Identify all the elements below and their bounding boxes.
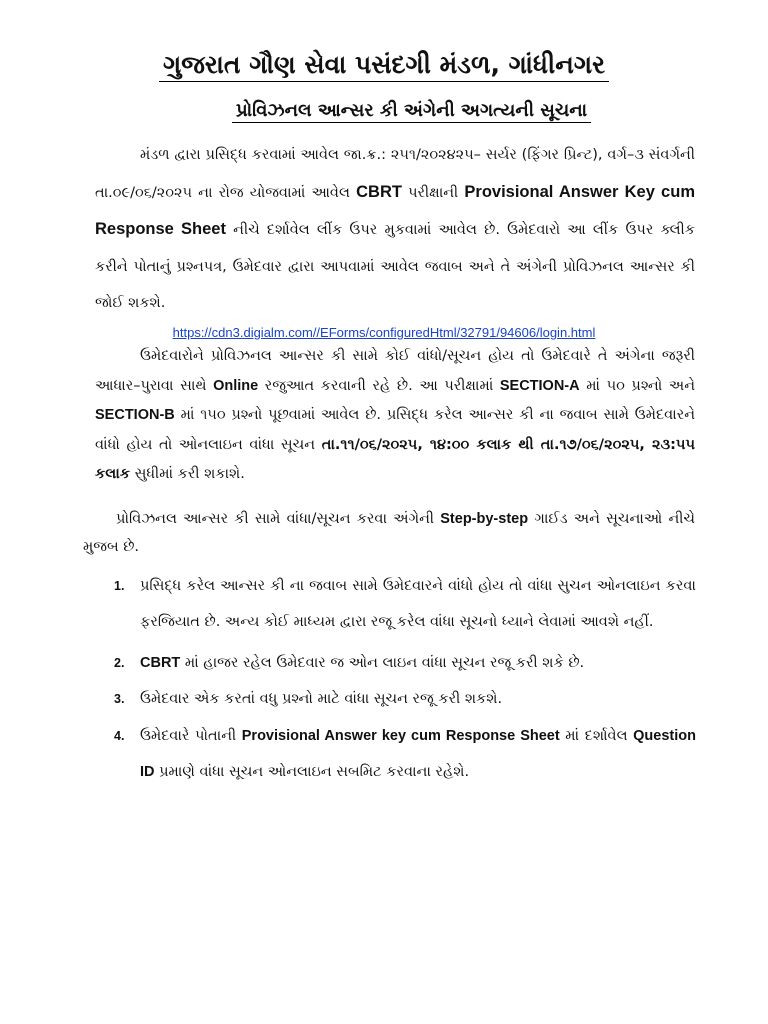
guide-text-1: પ્રોવિઝનલ આન્સર કી સામે વાંધા/સૂચન કરવા અંગેની [116,511,441,527]
list-item [88,718,696,790]
step-text: પ્રસિદ્ધ કરેલ આન્સર કી ના જવાબ સામે ઉમેદવારને વાંધો હોય તો વાંધા સુચન ઓનલાઇન કરવા ફરજિયાત છે. અન્ય કોઈ માધ્યમ દ્વારા રજૂ કરેલ વાંધા સૂચનો ધ્યાને લેવામાં આવશે નહીં. [140,578,696,630]
step-text: પ્રમાણે વાંધા સૂચન ઓનલાઇન સબમિટ કરવાના રહેશે. [154,764,470,780]
step-number: 1. [114,579,125,593]
step-text: ઉમેદવારે પોતાની [140,728,242,744]
answer-key-label: Provisional Answer Key cum Response Sheet [95,182,695,238]
objection-text-4: માં ૧૫૦ પ્રશ્નો પૂછવામાં આવેલ છે. પ્રસિદ્ધ કરેલ આન્સર કી ના જવાબ સામે ઉમેદવારને વાંધો હોય તો ઓનલાઇન વાંધા સૂચન [95,407,695,453]
objection-text-2: રજુઆત કરવાની રહે છે. આ પરીક્ષામાં [258,377,500,394]
page-title [0,46,768,84]
cbrt-label: CBRT [356,182,402,201]
objection-text-3: માં ૫૦ પ્રશ્નો અને [579,377,695,394]
step-number: 2. [114,656,125,670]
step-text: ઉમેદવાર એક કરતાં વધુ પ્રશ્નો માટે વાંધા સૂચન રજૂ કરી શકશે. [140,691,503,707]
step-text: માં હાજર રહેલ ઉમેદવાર જ ઓન લાઇન વાંધા સૂચન રજૂ કરી શકે છે. [180,655,585,671]
intro-text-1: મંડળ દ્વારા પ્રસિદ્ધ કરવામાં આવેલ જા.ક્ર.: ૨૫૧/૨૦૨૪૨૫– સર્યર (ફિંગર પ્રિન્ટ), વર્ગ–૩ સંવર્ગની તા.૦૯/૦૬/૨૦૨૫ ના રોજ યોજવામાં આવેલ [95,147,695,201]
objection-text-1: ઉમેદવારોને પ્રોવિઝનલ આન્સર કી સામે કોઈ વાંધો/સૂચન હોય તો ઉમેદવારે તે અંગેના જરૂરી આધાર–પુરાવા સાથે [95,348,695,394]
step-number: 4. [114,729,125,743]
guide-paragraph [83,505,695,561]
intro-text-3: નીચે દર્શાવેલ લીંક ઉપર મુકવામાં આવેલ છે. ઉમેદવારો આ લીંક ઉપર ક્લીક કરીને પોતાનું પ્રશ્નપત્ર, ઉમેદવાર દ્વારા આપવામાં આવેલ જવાબ અને તે અંગેની પ્રોવિઝનલ આન્સર કી જોઈ શકશે. [95,222,695,311]
guide-text-2: ગાઈડ અને સૂચનાઓ નીચે મુજબ છે. [83,511,695,555]
intro-text-2: પરીક્ષાની [401,184,465,201]
list-item [88,650,696,676]
step-by-step-label: Step-by-step [440,511,529,527]
title-text: ગુજરાત ગૌણ સેવા પસંદગી મંડળ, ગાંધીનગર [159,50,609,82]
subtitle-text: પ્રોવિઝનલ આન્સર કી અંગેની અગત્યની સૂચના [232,100,591,123]
step-bold-text: Question ID [140,728,696,780]
section-a-label: SECTION-A [499,377,580,394]
intro-paragraph [95,137,695,322]
online-label: Online [213,377,259,394]
login-link[interactable]: https://cdn3.digialm.com//EForms/configuredHtml/32791/94606/login.html [172,325,596,340]
objection-paragraph [95,342,695,490]
date-range: તા.૧૧/૦૬/૨૦૨૫, ૧૪:૦૦ કલાક થી તા.૧૭/૦૬/૨૦૨૫, ૨૩:૫૫ કલાક [95,436,695,482]
step-number: 3. [114,692,125,706]
step-bold-text: CBRT [140,655,181,671]
step-bold-text: Provisional Answer key cum Response Sheet [241,728,560,744]
notice-subtitle [0,96,768,126]
login-link-row [0,323,768,343]
step-text: માં દર્શાવેલ [559,728,634,744]
objection-text-5: સુધીમાં કરી શકાશે. [130,466,245,482]
section-b-label: SECTION-B [95,407,175,423]
list-item [88,568,696,640]
steps-list [88,568,696,790]
list-item [88,686,696,712]
